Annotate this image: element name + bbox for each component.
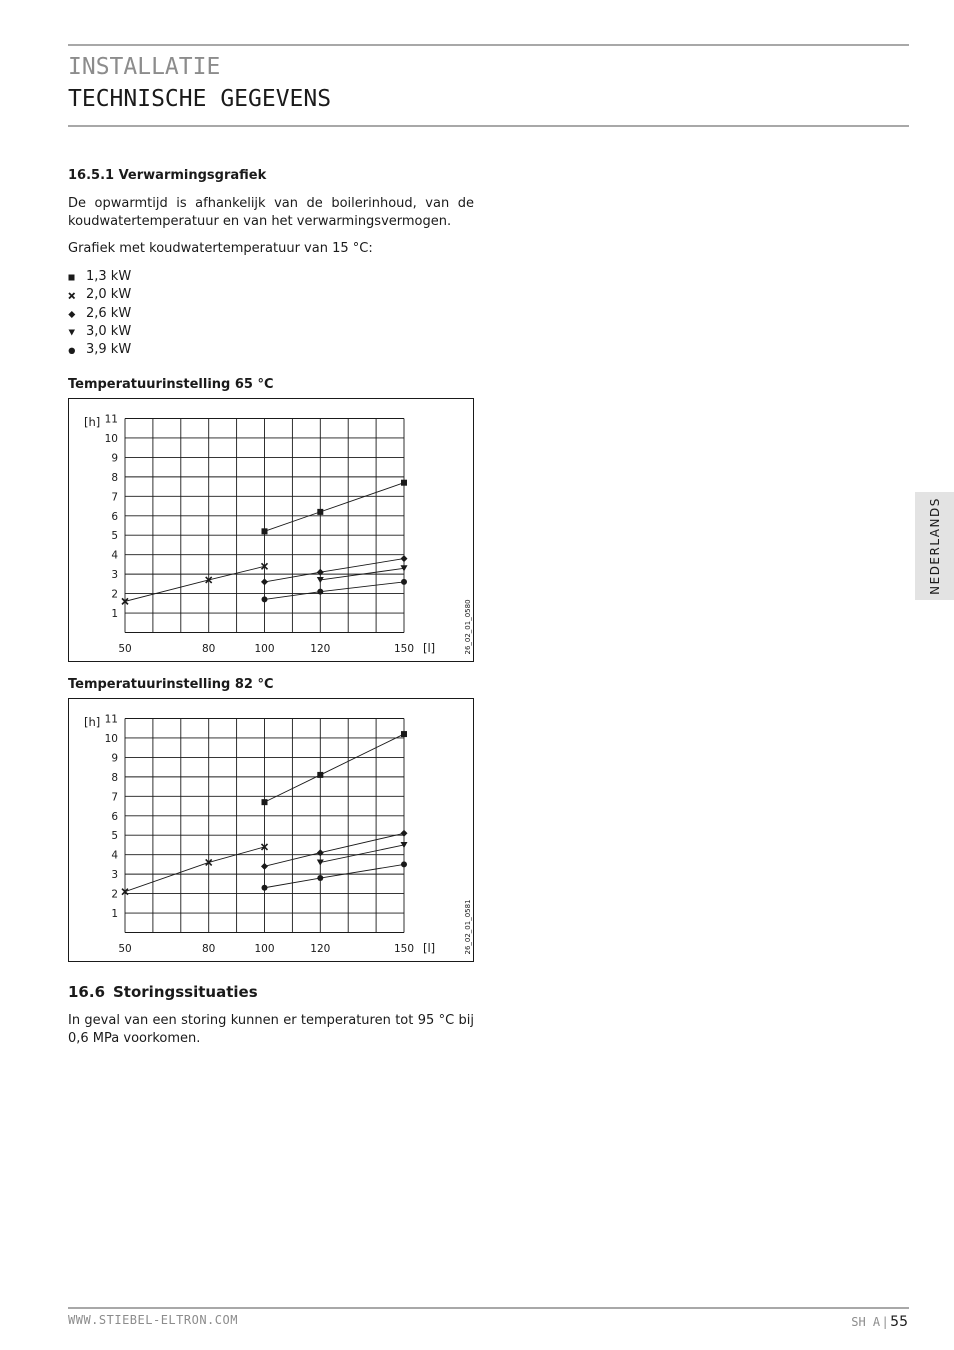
- y-tick-label: 3: [111, 569, 118, 582]
- legend-label: 3,0 kW: [86, 323, 132, 339]
- series-square: [262, 480, 408, 535]
- page-number: 55: [890, 1314, 908, 1330]
- graph-note: Grafiek met koudwatertemperatuur van 15 °C:: [68, 241, 373, 256]
- subsection-title: 16.5.1 Verwarmingsgrafiek: [68, 168, 267, 183]
- y-tick-label: 1: [111, 908, 118, 921]
- triangle-down-marker-icon: [68, 323, 80, 341]
- chart-65: [68, 398, 474, 662]
- x-tick-label: 80: [202, 643, 216, 655]
- footer-doc-code: SH A: [851, 1315, 881, 1329]
- data-point-circle: [317, 875, 323, 881]
- series-line: [265, 864, 405, 887]
- data-point-diamond: [401, 830, 408, 837]
- series-line: [265, 833, 405, 866]
- chart-title-82: Temperatuurinstelling 82 °C: [68, 677, 274, 692]
- data-point-circle: [262, 596, 268, 602]
- y-tick-label: 5: [111, 830, 118, 843]
- footer-url[interactable]: WWW.STIEBEL-ELTRON.COM: [68, 1313, 238, 1327]
- y-tick-label: 11: [104, 713, 118, 726]
- figure-code: 26_02_01_0580: [464, 599, 472, 655]
- data-point-square: [401, 480, 407, 486]
- y-tick-label: 9: [111, 752, 118, 765]
- x-tick-label: 100: [254, 943, 275, 955]
- y-tick-label: 4: [111, 849, 118, 862]
- y-axis-label: [h]: [84, 715, 101, 729]
- series-line: [320, 845, 404, 863]
- intro-paragraph: De opwarmtijd is afhankelijk van de boilerinhoud, van de koudwatertemperatuur en van het verwarmingsvermogen.: [68, 196, 474, 229]
- section-name: Storingssituaties: [113, 983, 258, 1001]
- chart-65-svg: [69, 399, 475, 663]
- chart-82-svg: [69, 699, 475, 963]
- section-number: 16.6: [68, 983, 106, 1001]
- footer-page-info: [851, 1311, 908, 1330]
- footer-separator: |: [883, 1315, 888, 1329]
- data-point-circle: [317, 589, 323, 595]
- y-tick-label: 8: [111, 771, 118, 784]
- series-line: [125, 847, 265, 892]
- x-tick-label: 100: [254, 643, 275, 655]
- y-tick-label: 2: [111, 588, 118, 601]
- legend-label: 3,9 kW: [86, 342, 132, 358]
- figure-code: 26_02_01_0581: [464, 899, 472, 955]
- data-point-square: [401, 731, 407, 737]
- x-tick-label: 50: [118, 643, 132, 655]
- data-point-square: [262, 528, 268, 534]
- y-tick-label: 1: [111, 608, 118, 621]
- section-16-6-text: In geval van een storing kunnen er temperaturen tot 95 °C bij 0,6 MPa voorkomen.: [68, 1013, 474, 1046]
- data-point-square: [317, 772, 323, 778]
- y-tick-label: 6: [111, 510, 118, 523]
- page-title: TECHNISCHE GEGEVENS: [68, 86, 332, 112]
- legend-label: 2,6 kW: [86, 305, 132, 321]
- legend-label: 1,3 kW: [86, 269, 132, 284]
- y-tick-label: 10: [104, 732, 118, 745]
- chart-82: [68, 698, 474, 962]
- y-tick-label: 7: [111, 491, 118, 504]
- y-tick-label: 5: [111, 530, 118, 543]
- y-tick-label: 3: [111, 869, 118, 882]
- chart-grid: [125, 719, 404, 933]
- data-point-triangle-down: [317, 859, 324, 865]
- series-triangle-down: [317, 842, 408, 866]
- circle-marker-icon: [68, 341, 80, 359]
- series-diamond: [261, 555, 408, 585]
- y-axis-label: [h]: [84, 415, 101, 429]
- footer-rule: [68, 1307, 909, 1309]
- data-point-square: [317, 509, 323, 515]
- data-point-square: [262, 799, 268, 805]
- legend-label: 2,0 kW: [86, 287, 132, 303]
- header-bottom-rule: [68, 125, 909, 127]
- language-tab: [915, 492, 954, 600]
- x-axis-label: [l]: [423, 641, 436, 655]
- y-tick-label: 10: [104, 432, 118, 445]
- y-tick-label: 7: [111, 791, 118, 804]
- series-line: [265, 483, 405, 532]
- diamond-marker-icon: [68, 305, 80, 323]
- series-square: [262, 731, 408, 805]
- x-tick-label: 120: [310, 643, 331, 655]
- data-point-diamond: [261, 578, 268, 585]
- y-tick-label: 11: [104, 413, 118, 426]
- series-diamond: [261, 830, 408, 870]
- x-tick-label: 120: [310, 943, 331, 955]
- y-tick-label: 4: [111, 549, 118, 562]
- data-point-diamond: [401, 555, 408, 562]
- x-tick-label: 50: [118, 943, 132, 955]
- x-tick-label: 80: [202, 943, 216, 955]
- data-point-circle: [262, 885, 268, 891]
- series-circle: [262, 861, 408, 890]
- header-top-rule: [68, 44, 909, 46]
- cross-marker-icon: [68, 286, 80, 304]
- square-marker-icon: [68, 268, 80, 286]
- series-line: [265, 582, 405, 600]
- y-tick-label: 6: [111, 810, 118, 823]
- series-line: [265, 734, 405, 802]
- data-point-diamond: [317, 849, 324, 856]
- y-tick-label: 9: [111, 452, 118, 465]
- series-line: [125, 566, 265, 601]
- x-tick-label: 150: [393, 643, 415, 655]
- section-heading: INSTALLATIE: [68, 54, 221, 80]
- chart-title-65: Temperatuurinstelling 65 °C: [68, 377, 274, 392]
- series-circle: [262, 579, 408, 603]
- x-axis-label: [l]: [423, 941, 436, 955]
- y-tick-label: 8: [111, 471, 118, 484]
- section-16-6-title: [68, 983, 258, 1001]
- data-point-diamond: [261, 863, 268, 870]
- series-cross: [122, 844, 268, 895]
- data-point-circle: [401, 861, 407, 867]
- language-tab-label: NEDERLANDS: [927, 497, 942, 595]
- data-point-circle: [401, 579, 407, 585]
- y-tick-label: 2: [111, 888, 118, 901]
- data-point-diamond: [317, 569, 324, 576]
- x-tick-label: 150: [393, 943, 415, 955]
- series-cross: [122, 563, 268, 604]
